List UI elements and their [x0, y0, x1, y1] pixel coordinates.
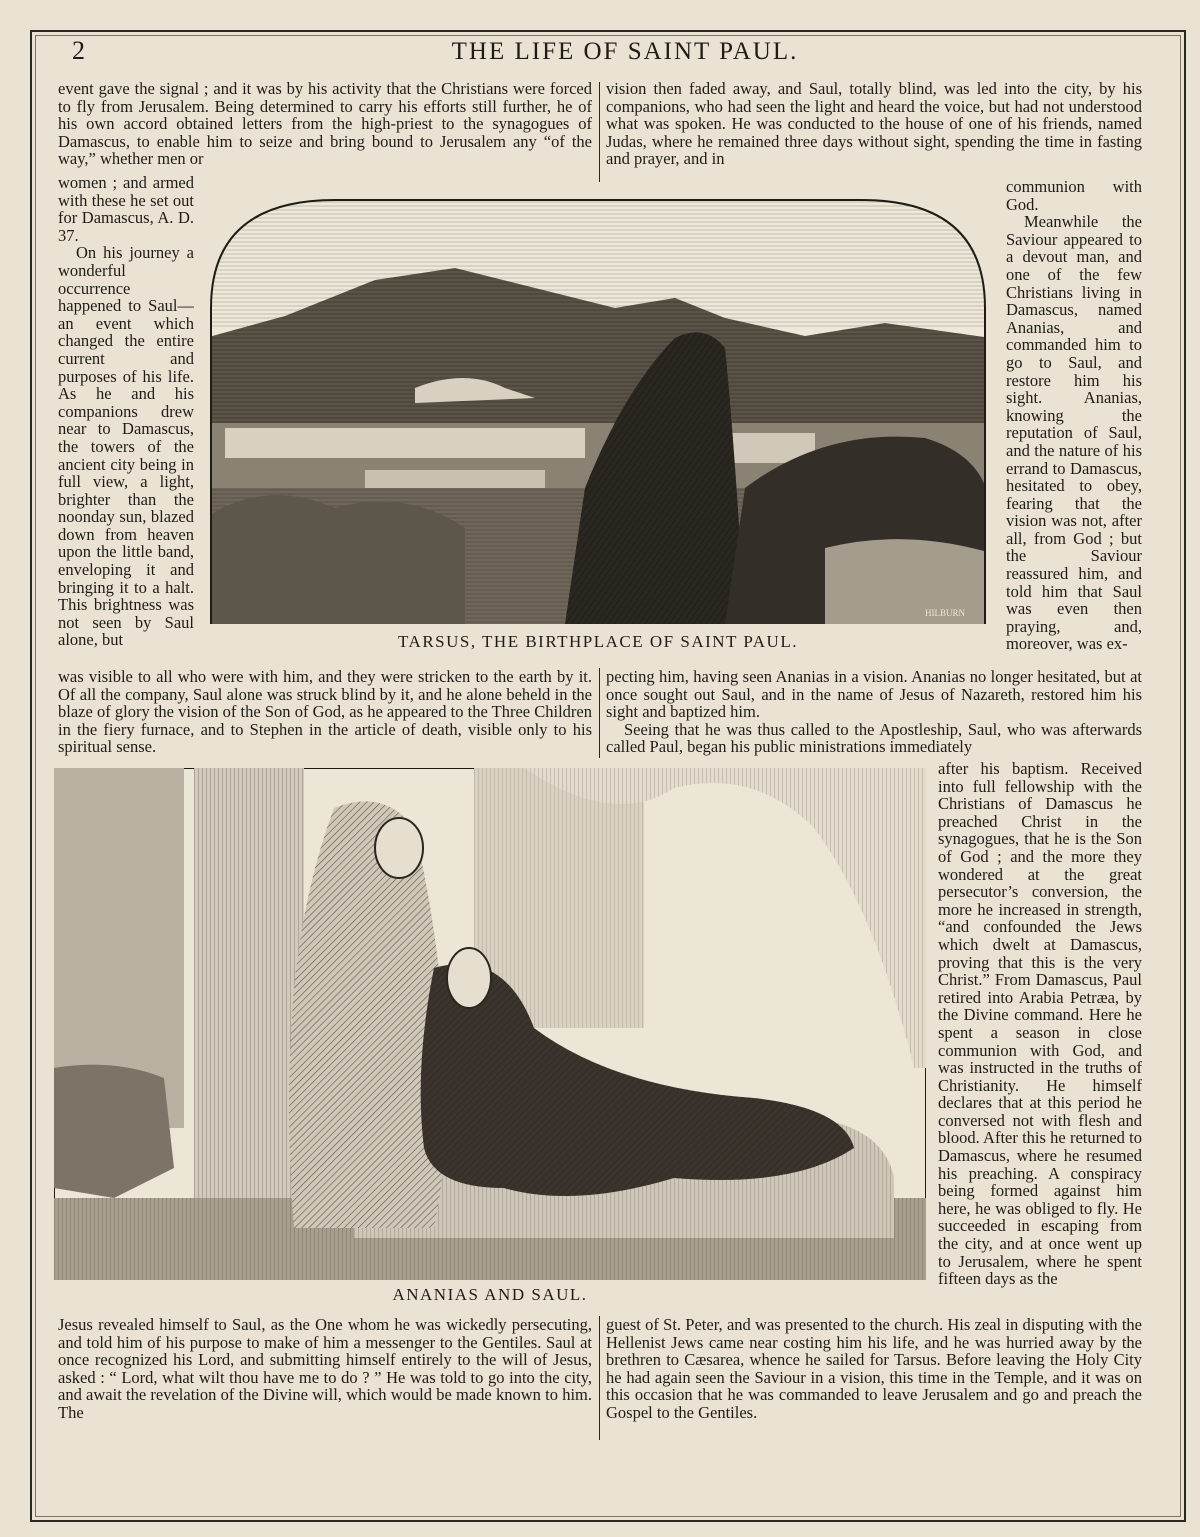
col2-top-text [606, 80, 1142, 186]
paragraph: event gave the signal ; and it was by his activity that the Christians were forced to fly from Jerusalem. Being determined to carry his efforts still further, he of his own accord obtained letters from the high-priest to the synagogues of Damascus, to enable him to seize and bring bound to Jerusalem any “of the way,” whether men or [58, 80, 592, 169]
col1-bottom-text [58, 1316, 592, 1440]
tarsus-engraving [205, 188, 991, 624]
column-rule [599, 668, 600, 758]
column-rule [599, 82, 600, 182]
paragraph: communion with God. [1006, 178, 1142, 214]
page-number: 2 [72, 36, 85, 65]
running-title: THE LIFE OF SAINT PAUL. [451, 38, 799, 65]
paragraph: guest of St. Peter, and was presented to the church. His zeal in disputing with the Hellenist Jews came near costing him his life, and he was hurried away by the brethren to Cæsarea, whence he sailed for Tarsus. Before leaving the Holy City he had again seen the Saviour in a vision, this time in the Temple, and it was on this occasion that he was commanded to leave Jerusalem and go and preach the Gospel to the Gentiles. [606, 1316, 1142, 1422]
paragraph: Meanwhile the Saviour appeared to a devout man, and one of the few Christians living in Damascus, named Ananias, and commanded him to go to Saul, and restore him his sight. Ananias, knowing the reputation of Saul, and the nature of his errand to Damascus, hesitated to obey, fearing that the vision was not, after all, from God ; but the Saviour reassured him, and told him that Saul was even then praying, and, moreover, was ex- [1006, 212, 1142, 654]
figure-caption: ANANIAS AND SAUL. [392, 1285, 588, 1304]
paragraph: Seeing that he was thus called to the Apostleship, Saul, who was afterwards called Paul, began his public ministrations immediately [606, 719, 1142, 757]
paragraph: after his baptism. Received into full fellowship with the Christians of Damascus he preached Christ in the synagogues, that he is the Son of God ; and the more they wondered at the great persecutor’s conversion, the more he increased in strength, “and confounded the Jews which dwelt at Damascus, proving that this is the very Christ.” From Damascus, Paul retired into Arabia Petræa, by the Divine command. Here he spent a season in close communion with God, and was instructed in the truths of Christianity. He himself declares that at this period he conversed not with flesh and blood. After this he returned to Damascus, where he resumed his preaching. A conspiracy being formed against him here, he was obliged to fly. He succeeded in escaping from the city, and at once went up to Jerusalem, where he spent fifteen days as the [938, 760, 1142, 1289]
page-header [60, 36, 1190, 70]
col2-bottom-text [606, 1316, 1142, 1440]
paragraph: vision then faded away, and Saul, totally blind, was led into the city, by his companions, who had seen the light and heard the voice, but had not understood what was spoken. He was conducted to the house of one of his friends, named Judas, where he remained three days without sight, spending the time in fasting and prayer, and in [606, 80, 1142, 169]
paragraph: pecting him, having seen Ananias in a vision. Ananias no longer hesitated, but at once sought out Saul, and in the name of Jesus of Nazareth, restored him his sight and baptized him. [606, 668, 1142, 722]
paragraph: was visible to all who were with him, and they were stricken to the earth by it. Of all the company, Saul alone was struck blind by it, and he alone beheld in the blaze of glory the vision of the Son of God, as he appeared to the Three Children in the fiery furnace, and to Stephen in the article of death, visible only to his spiritual sense. [58, 668, 592, 757]
paragraph: Jesus revealed himself to Saul, as the One whom he was wickedly persecuting, and told him of his purpose to make of him a messenger to the Gentiles. Saul at once recognized his Lord, and submitting himself entirely to the will of Jesus, asked : “ Lord, what wilt thou have me to do ? ” He was told to go into the city, and await the revelation of the Divine will, which would be made known to him. The [58, 1316, 592, 1422]
col1-top-text [58, 80, 592, 186]
col2-mid-text [606, 668, 1142, 758]
col2-narrow2-text [938, 760, 1142, 1316]
paragraph: On his journey a wonderful occurrence happened to Saul—an event which changed the entire current and purposes of his life. As he and his companions drew near to Damascus, the towers of the ancient city being in full view, a light, brighter than the noonday sun, blazed down from heaven upon the little band, enveloping it and bringing it to a halt. This brightness was not seen by Saul alone, but [58, 243, 194, 650]
engraver-signature: HILBURN [925, 608, 965, 618]
ananias-saul-engraving [54, 768, 926, 1280]
column-rule [599, 1316, 600, 1440]
figure-caption: TARSUS, THE BIRTHPLACE OF SAINT PAUL. [398, 632, 798, 651]
col2-narrow-text [1006, 178, 1142, 670]
col1-mid-text [58, 668, 592, 758]
paragraph: women ; and armed with these he set out for Damascus, A. D. 37. [58, 174, 194, 245]
col1-narrow-text [58, 174, 194, 668]
